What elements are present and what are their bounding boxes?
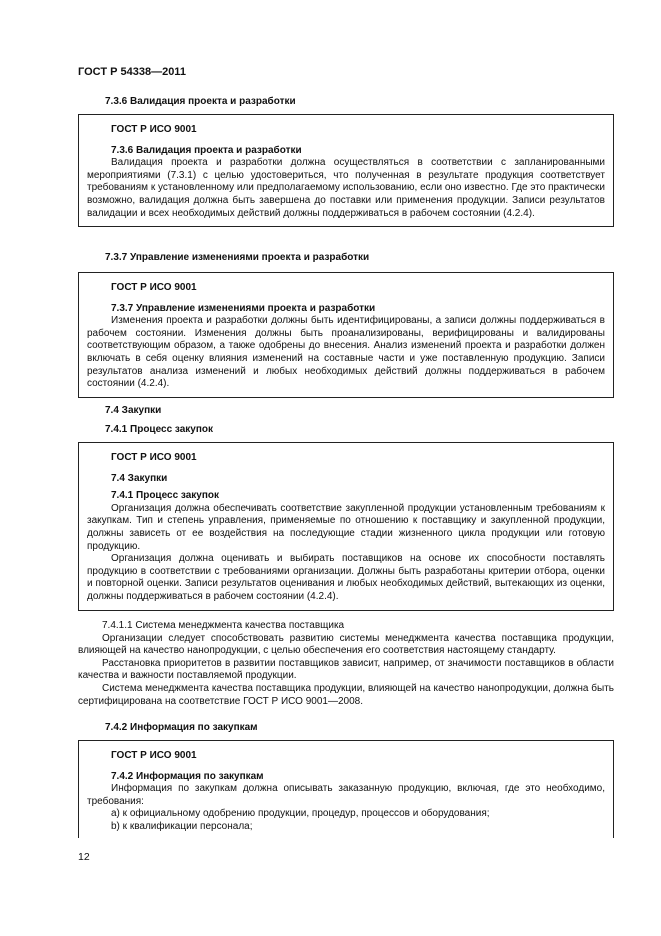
section-heading-7-3-7 xyxy=(78,252,614,265)
heading-text: 7.4.2 Информация по закупкам xyxy=(105,722,258,733)
subsection-title: 7.4.1.1 Система менеджмента качества поставщика xyxy=(102,620,345,631)
standard-label: ГОСТ Р ИСО 9001 xyxy=(111,452,197,463)
list-item: a) к официальному одобрению продукции, процедур, процессов и оборудования; xyxy=(111,808,490,820)
section-heading-7-4-1 xyxy=(78,424,614,437)
standard-label: ГОСТ Р ИСО 9001 xyxy=(111,282,197,293)
list-item: b) к квалификации персонала; xyxy=(111,820,253,832)
section-7-4-1-1 xyxy=(78,620,614,708)
quote-box-7-4 xyxy=(78,442,614,611)
section-heading-7-4-2 xyxy=(78,722,614,735)
paragraph: Расстановка приоритетов в развитии поставщиков зависит, например, от значимости поставщиков в области качества и важности поставляемой продукции. xyxy=(78,657,614,682)
quote-box-7-3-7 xyxy=(78,272,614,398)
standard-label: ГОСТ Р ИСО 9001 xyxy=(111,124,197,135)
standard-label: ГОСТ Р ИСО 9001 xyxy=(111,750,197,761)
box-paragraph: Организация должна оценивать и выбирать поставщиков на основе их способности поставлять продукцию в соответствии с требованиями организации. Должны быть разработаны критерии отбора, оценки и повторной оценки. Записи результатов оценивания и любых необходимых действий, вытекающих из оценки, должны поддерживаться в рабочем состоянии (4.2.4). xyxy=(87,553,605,602)
box-paragraph: Изменения проекта и разработки должны быть идентифицированы, а записи должны поддерживаться в рабочем состоянии. Изменения должны быть проанализированы, верифицированы и валидированы соответствующим образом, а также одобрены до внесения. Анализ изменений проекта и разработки должен включать в себя оценку влияния изменений на составные части и уже поставленную продукцию. Записи результатов анализа изменений и любых необходимых действий должны поддерживаться в рабочем состоянии (4.2.4). xyxy=(87,315,605,390)
heading-text: 7.4.1 Процесс закупок xyxy=(105,424,214,435)
heading-text: 7.3.6 Валидация проекта и разработки xyxy=(105,96,296,107)
box-paragraph: Информация по закупкам должна описывать заказанную продукцию, включая, где это необходимо, требования: xyxy=(87,783,605,807)
box-subtitle: 7.4.1 Процесс закупок xyxy=(111,490,220,502)
box-paragraph: Валидация проекта и разработки должна осуществляться в соответствии с запланированными мероприятиями (7.3.1) с целью удостовериться, что полученная в результате продукция соответствует требованиям к установленному или предполагаемому использованию, если оно известно. Где это практически возможно, валидация должна быть завершена до поставки или применения продукции. Записи результатов валидации и всех необходимых действий должны поддерживаться в рабочем состоянии (4.2.4). xyxy=(87,157,605,219)
heading-text: 7.3.7 Управление изменениями проекта и разработки xyxy=(105,252,370,263)
paragraph: Система менеджмента качества поставщика продукции, влияющей на качество нанопродукции, должна быть сертифицирована на соответствие ГОСТ Р ИСО 9001—2008. xyxy=(78,682,614,707)
box-subtitle: 7.3.6 Валидация проекта и разработки xyxy=(111,144,302,156)
paragraph: Организации следует способствовать развитию системы менеджмента качества поставщика продукции, влияющей на качество нанопродукции, с целью обеспечения его соответствия настоящему стандарту. xyxy=(78,632,614,657)
box-subtitle: 7.4 Закупки xyxy=(111,472,168,484)
box-subtitle: 7.3.7 Управление изменениями проекта и разработки xyxy=(111,302,376,314)
box-paragraph: Организация должна обеспечивать соответствие закупленной продукции установленным требованиям к закупкам. Тип и степень управления, применяемые по отношению к поставщику и закупленной продукции, должны зависеть от ее воздействия на последующие стадии жизненного цикла продукции или готовую продукцию. xyxy=(87,502,605,552)
heading-text: 7.4 Закупки xyxy=(105,405,162,416)
quote-box-7-4-2 xyxy=(78,740,614,838)
section-heading-7-3-6 xyxy=(78,96,614,109)
document-header: ГОСТ Р 54338—2011 xyxy=(78,66,186,78)
box-subtitle: 7.4.2 Информация по закупкам xyxy=(111,770,264,782)
section-heading-7-4 xyxy=(78,405,614,418)
quote-box-7-3-6 xyxy=(78,114,614,227)
page-number: 12 xyxy=(78,851,90,863)
